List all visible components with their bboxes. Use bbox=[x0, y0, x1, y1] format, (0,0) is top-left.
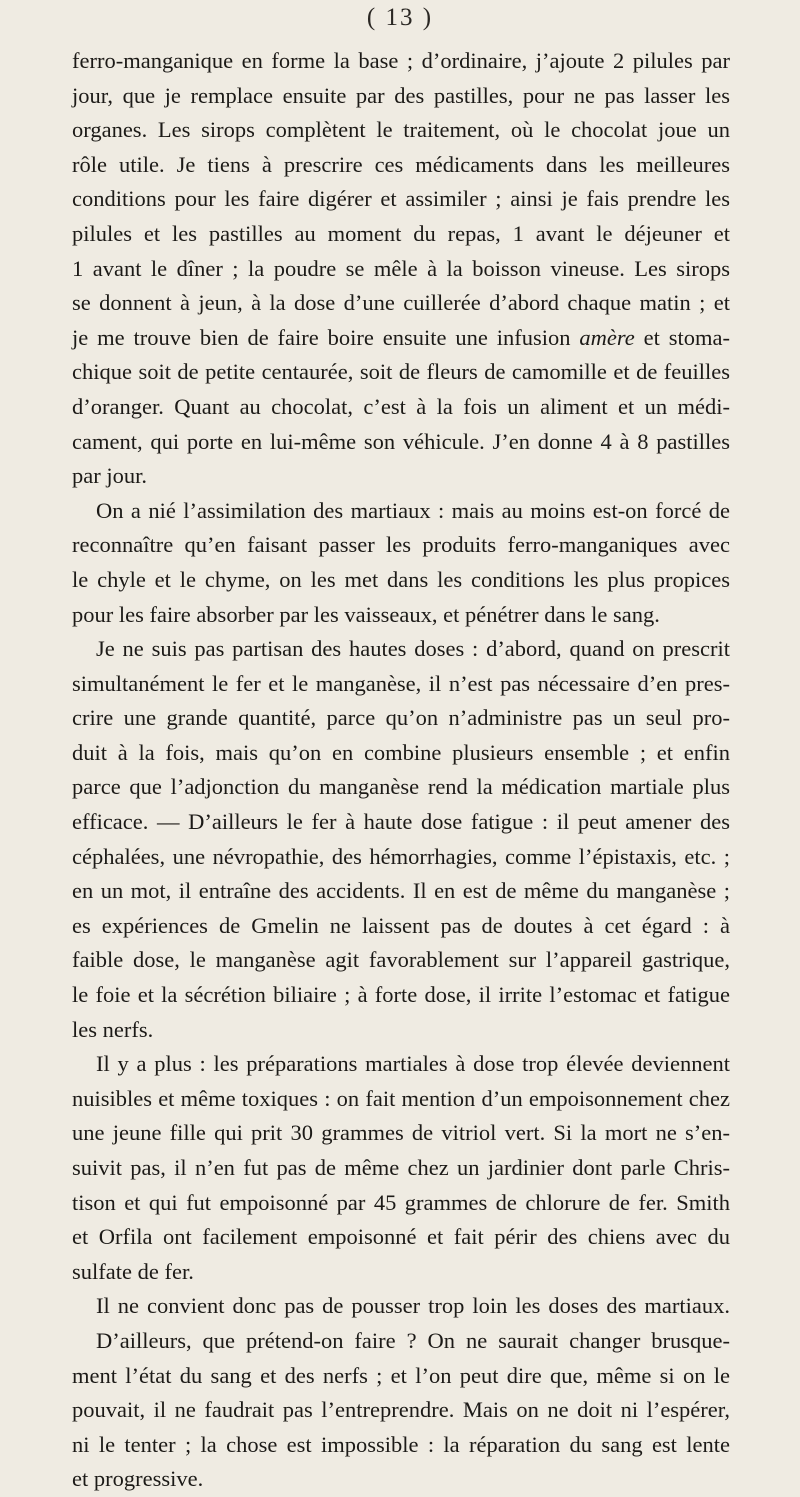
emphasized-word: amère bbox=[579, 324, 635, 350]
body-text bbox=[72, 44, 730, 1497]
text-line: On a nié l’assimilation des martiaux : mais au moins est-on forcé de bbox=[96, 497, 730, 523]
text-segment: je me trouve bien de faire boire ensuite une infusion bbox=[72, 324, 580, 350]
text-line: sulfate de fer. bbox=[72, 1258, 194, 1284]
text-line: efficace. — D’ailleurs le fer à haute dose fatigue : il peut amener des bbox=[72, 809, 730, 835]
text-line: en un mot, il entraîne des accidents. Il en est de même du manganèse ; bbox=[72, 878, 730, 904]
text-line: reconnaître qu’en faisant passer les produits ferro-manganiques avec bbox=[72, 532, 730, 558]
text-line: Je ne suis pas partisan des hautes doses : d’abord, quand on prescrit bbox=[96, 636, 730, 662]
text-line: ferro-manganique en forme la base ; d’ordinaire, j’ajoute 2 pilules par bbox=[72, 48, 730, 73]
text-line bbox=[72, 321, 730, 356]
text-line: d’oranger. Quant au chocolat, c’est à la fois un aliment et un médi- bbox=[72, 393, 730, 419]
text-line: se donnent à jeun, à la dose d’une cuillerée d’abord chaque matin ; et bbox=[72, 290, 730, 316]
text-line: cament, qui porte en lui-même son véhicule. J’en donne 4 à 8 pastilles bbox=[72, 428, 730, 454]
text-line: par jour. bbox=[72, 463, 147, 489]
text-line: D’ailleurs, que prétend-on faire ? On ne saurait changer brusque- bbox=[96, 1327, 730, 1353]
text-line: pour les faire absorber par les vaisseaux, et pénétrer dans le sang. bbox=[72, 601, 660, 627]
text-line: ni le tenter ; la chose est impossible : la réparation du sang est lente bbox=[72, 1431, 730, 1457]
text-line: céphalées, une névropathie, des hémorrhagies, comme l’épistaxis, etc. ; bbox=[72, 843, 730, 869]
text-line: le foie et la sécrétion biliaire ; à forte dose, il irrite l’estomac et fatigue bbox=[72, 982, 730, 1008]
text-line: nuisibles et même toxiques : on fait mention d’un empoisonnement chez bbox=[72, 1085, 730, 1111]
text-line: et Orfila ont facilement empoisonné et fait périr des chiens avec du bbox=[72, 1224, 730, 1250]
text-line: Il ne convient donc pas de pousser trop loin les doses des martiaux. bbox=[96, 1293, 730, 1319]
text-line: les nerfs. bbox=[72, 1016, 154, 1042]
text-segment: et stoma- bbox=[634, 324, 730, 350]
text-line: crire une grande quantité, parce qu’on n’administre pas un seul pro- bbox=[72, 705, 730, 731]
text-line: tison et qui fut empoisonné par 45 grammes de chlorure de fer. Smith bbox=[72, 1189, 730, 1215]
text-line: une jeune fille qui prit 30 grammes de vitriol vert. Si la mort ne s’en- bbox=[72, 1120, 730, 1146]
text-line: faible dose, le manganèse agit favorablement sur l’appareil gastrique, bbox=[72, 947, 730, 973]
text-line: Il y a plus : les préparations martiales à dose trop élevée deviennent bbox=[96, 1051, 730, 1077]
text-line: chique soit de petite centaurée, soit de fleurs de camomille et de feuilles bbox=[72, 359, 730, 385]
text-line: duit à la fois, mais qu’on en combine plusieurs ensemble ; et enfin bbox=[72, 739, 730, 765]
text-line: pilules et les pastilles au moment du repas, 1 avant le déjeuner et bbox=[72, 220, 730, 246]
text-line: jour, que je remplace ensuite par des pastilles, pour ne pas lasser les bbox=[72, 82, 730, 108]
text-line: conditions pour les faire digérer et assimiler ; ainsi je fais prendre les bbox=[72, 186, 730, 212]
page-number: ( 13 ) bbox=[366, 4, 434, 31]
text-line: et progressive. bbox=[72, 1466, 204, 1492]
text-line: ment l’état du sang et des nerfs ; et l’on peut dire que, même si on le bbox=[72, 1362, 730, 1388]
text-line: es expériences de Gmelin ne laissent pas de doutes à cet égard : à bbox=[72, 912, 730, 938]
text-line: pouvait, il ne faudrait pas l’entreprendre. Mais on ne doit ni l’espérer, bbox=[72, 1397, 730, 1423]
text-line: 1 avant le dîner ; la poudre se mêle à la boisson vineuse. Les sirops bbox=[72, 255, 730, 281]
text-line: parce que l’adjonction du manganèse rend la médication martiale plus bbox=[72, 774, 730, 800]
text-line: rôle utile. Je tiens à prescrire ces médicaments dans les meilleures bbox=[72, 151, 730, 177]
text-line: suivit pas, il n’en fut pas de même chez un jardinier dont parle Chris- bbox=[72, 1155, 730, 1180]
text-line: le chyle et le chyme, on les met dans les conditions les plus propices bbox=[72, 566, 730, 592]
text-line: simultanément le fer et le manganèse, il n’est pas nécessaire d’en pres- bbox=[72, 670, 730, 696]
text-line: organes. Les sirops complètent le traitement, où le chocolat joue un bbox=[72, 117, 730, 143]
